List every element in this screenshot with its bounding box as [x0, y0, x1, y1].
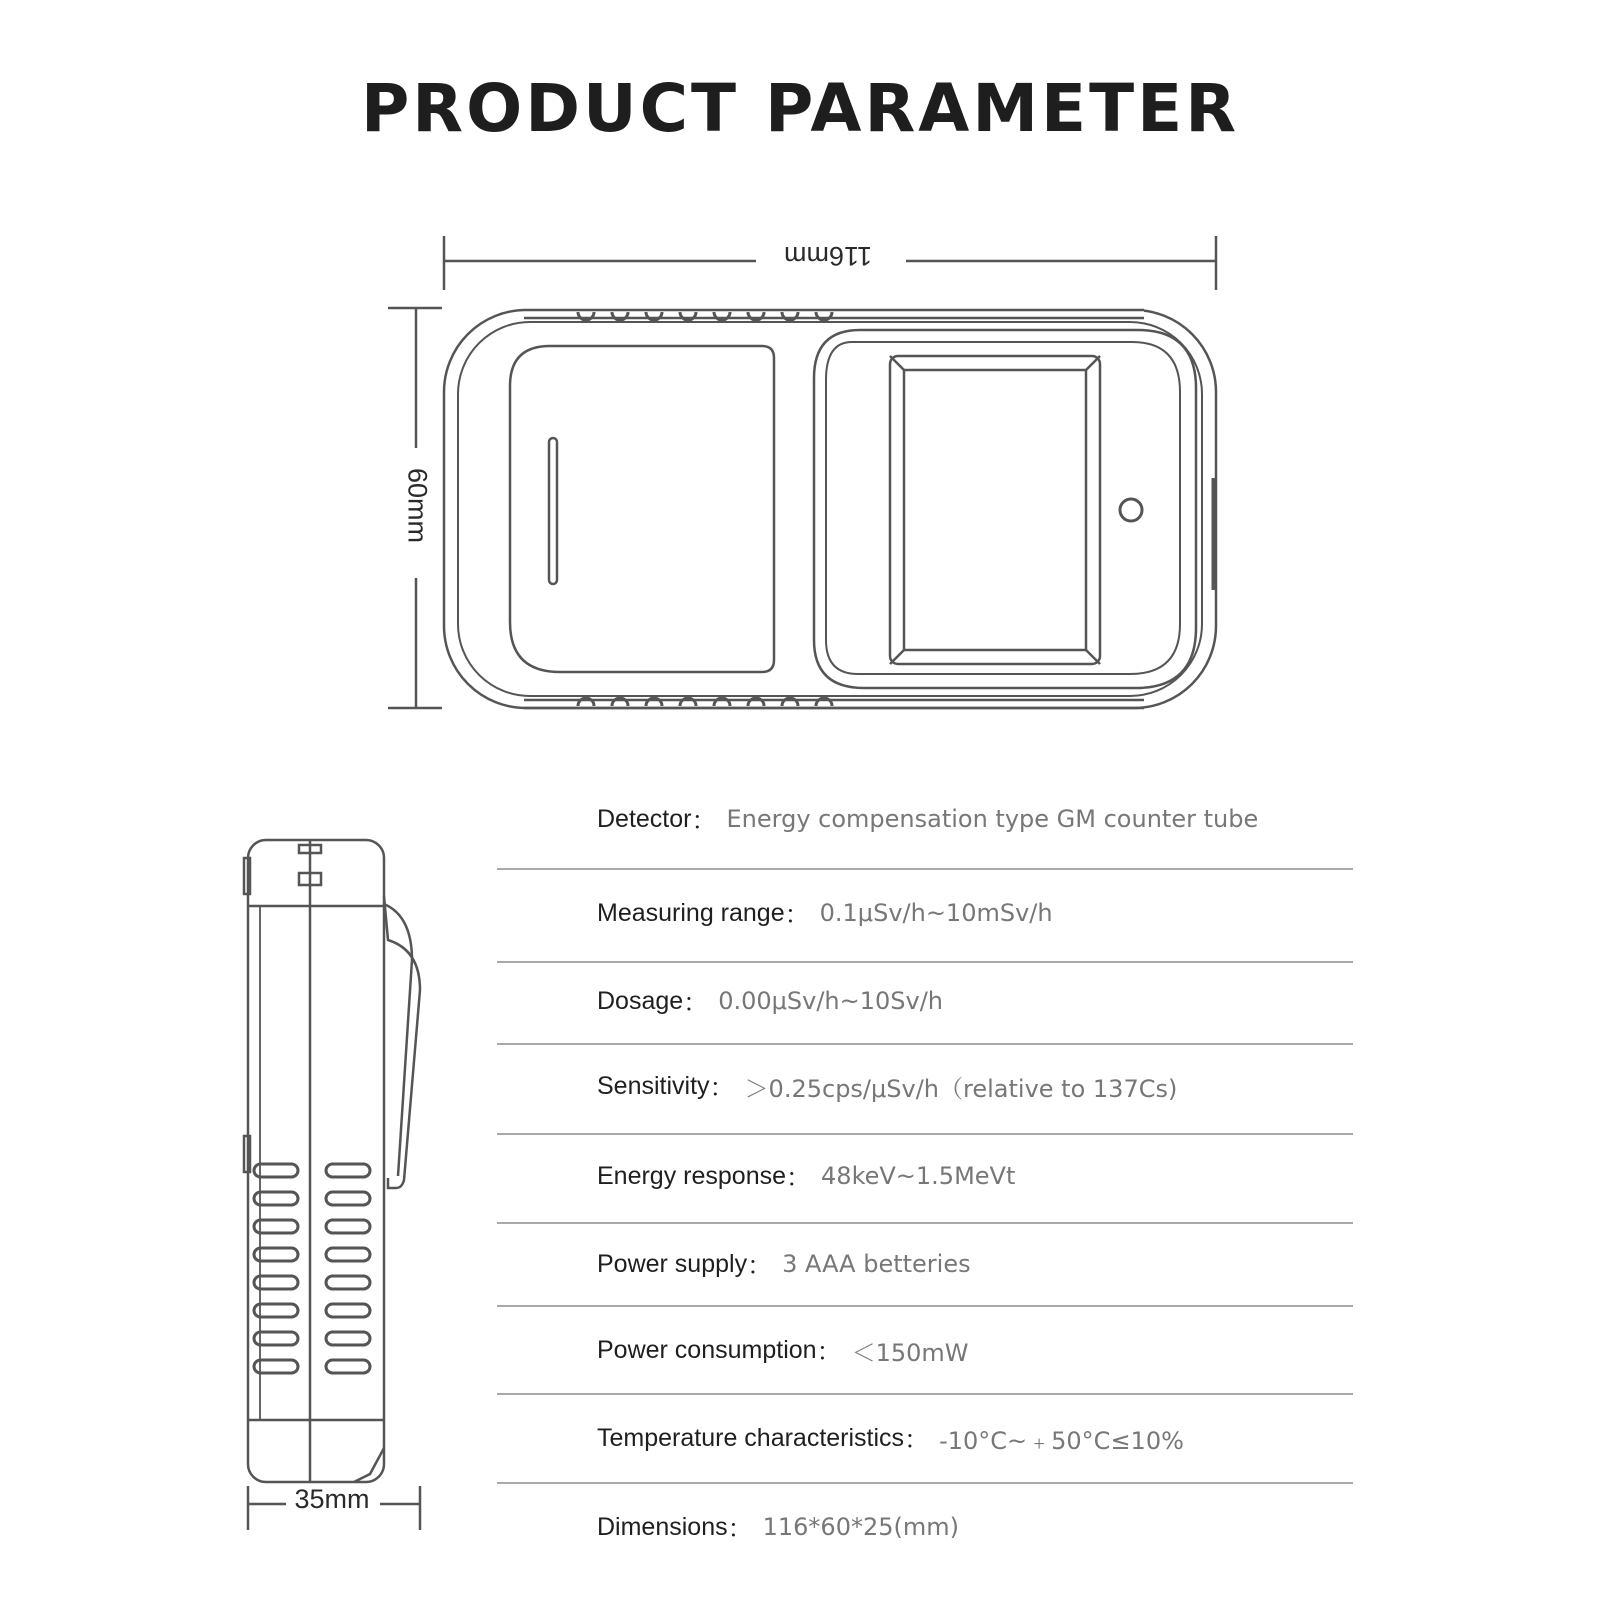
spec-value: 0.1μSv/h~10mSv/h [819, 899, 1053, 927]
depth-dimension-label: 35mm [288, 1484, 376, 1515]
height-dimension-label: 60mm [402, 451, 433, 561]
spec-label: Detector [597, 804, 692, 833]
spec-row-measuring-range [497, 882, 1353, 944]
spec-value: Energy compensation type GM counter tube [726, 805, 1259, 833]
spec-row-detector [497, 795, 1353, 843]
spec-value: 3 AAA betteries [782, 1250, 971, 1278]
spec-separator: ： [786, 1164, 812, 1192]
spec-label: Sensitivity [597, 1071, 710, 1100]
spec-separator: ： [691, 807, 717, 835]
spec-divider [497, 1482, 1353, 1484]
spec-divider [497, 1133, 1353, 1135]
width-dimension-label: 116mm [758, 240, 898, 271]
spec-separator: ： [904, 1426, 930, 1454]
device-side-view [244, 840, 420, 1482]
spec-label: Energy response [597, 1161, 787, 1190]
spec-divider [497, 961, 1353, 963]
spec-row-dimensions [497, 1496, 1353, 1558]
spec-row-energy-response [497, 1145, 1353, 1207]
spec-divider [497, 1393, 1353, 1395]
spec-row-power-supply [497, 1233, 1353, 1295]
spec-row-power-consumption [497, 1319, 1353, 1381]
spec-value: -10°C~﹢50°C≤10% [939, 1426, 1184, 1455]
spec-divider [497, 868, 1353, 870]
device-front-view [444, 306, 1216, 708]
spec-value: ＞0.25cps/μSv/h（relative to 137Cs) [744, 1074, 1178, 1103]
spec-row-temperature-characteristics [497, 1407, 1353, 1469]
spec-value: 0.00μSv/h~10Sv/h [718, 987, 944, 1015]
spec-value: ＜150mW [851, 1338, 969, 1367]
spec-label: Dimensions [597, 1512, 728, 1541]
spec-separator: ： [784, 901, 810, 929]
spec-value: 48keV~1.5MeVt [821, 1162, 1016, 1190]
spec-divider [497, 1222, 1353, 1224]
spec-separator: ： [709, 1074, 735, 1102]
spec-separator: ： [747, 1252, 773, 1280]
spec-value: 116*60*25(mm) [762, 1513, 959, 1541]
spec-row-sensitivity [497, 1055, 1353, 1117]
page-title: PRODUCT PARAMETER [360, 70, 1240, 147]
spec-row-dosage [497, 970, 1353, 1032]
spec-label: Dosage [597, 986, 684, 1015]
spec-label: Measuring range [597, 898, 785, 927]
spec-label: Temperature characteristics [597, 1423, 905, 1452]
spec-list [497, 795, 1353, 1558]
spec-separator: ： [727, 1515, 753, 1543]
spec-separator: ： [683, 989, 709, 1017]
spec-separator: ： [816, 1338, 842, 1366]
spec-label: Power supply [597, 1249, 748, 1278]
spec-label: Power consumption [597, 1335, 817, 1364]
spec-divider [497, 1043, 1353, 1045]
spec-divider [497, 1305, 1353, 1307]
